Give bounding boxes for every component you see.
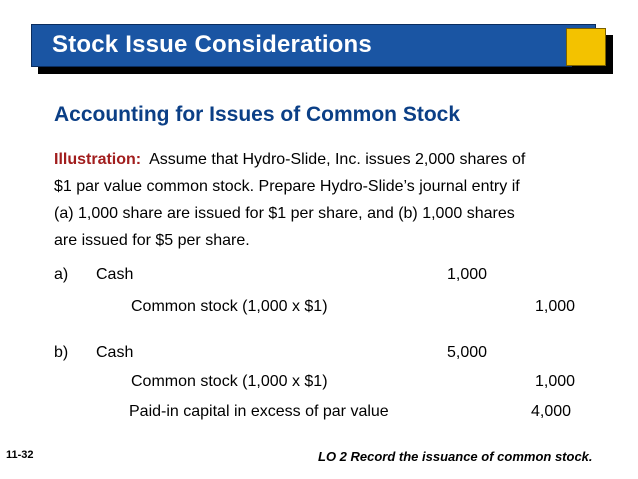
slide-subtitle: Accounting for Issues of Common Stock [54,103,461,126]
entry-a-debit-account: Cash [96,266,134,283]
slide-number: 11-32 [6,449,34,461]
illustration-line-3: (a) 1,000 share are issued for $1 per share, and (b) 1,000 shares [54,205,515,222]
entry-b-debit-account: Cash [96,344,134,361]
slide-title: Stock Issue Considerations [52,31,372,58]
entry-b-marker: b) [54,344,69,361]
entry-b-credit2-amount: 4,000 [531,403,572,420]
entry-b-credit2-account: Paid-in capital in excess of par value [129,403,389,420]
illustration-text-1: Assume that Hydro-Slide, Inc. issues 2,000 shares of [149,151,526,168]
entry-b-credit1-account: Common stock (1,000 x $1) [131,373,328,390]
entry-a-marker: a) [54,266,69,283]
illustration-label: Illustration: [54,151,142,168]
accent-square [566,28,606,66]
entry-b-credit1-amount: 1,000 [535,373,576,390]
entry-a-debit-amount: 1,000 [447,266,488,283]
learning-objective: LO 2 Record the issuance of common stock. [318,449,593,464]
entry-b-debit-amount: 5,000 [447,344,488,361]
entry-a-credit-account: Common stock (1,000 x $1) [131,298,328,315]
entry-a-credit-amount: 1,000 [535,298,576,315]
illustration-paragraph [54,146,614,254]
illustration-line-1 [54,146,614,173]
title-bar [31,24,596,67]
illustration-line-2: $1 par value common stock. Prepare Hydro-Slide’s journal entry if [54,178,520,195]
illustration-line-4: are issued for $5 per share. [54,232,250,249]
